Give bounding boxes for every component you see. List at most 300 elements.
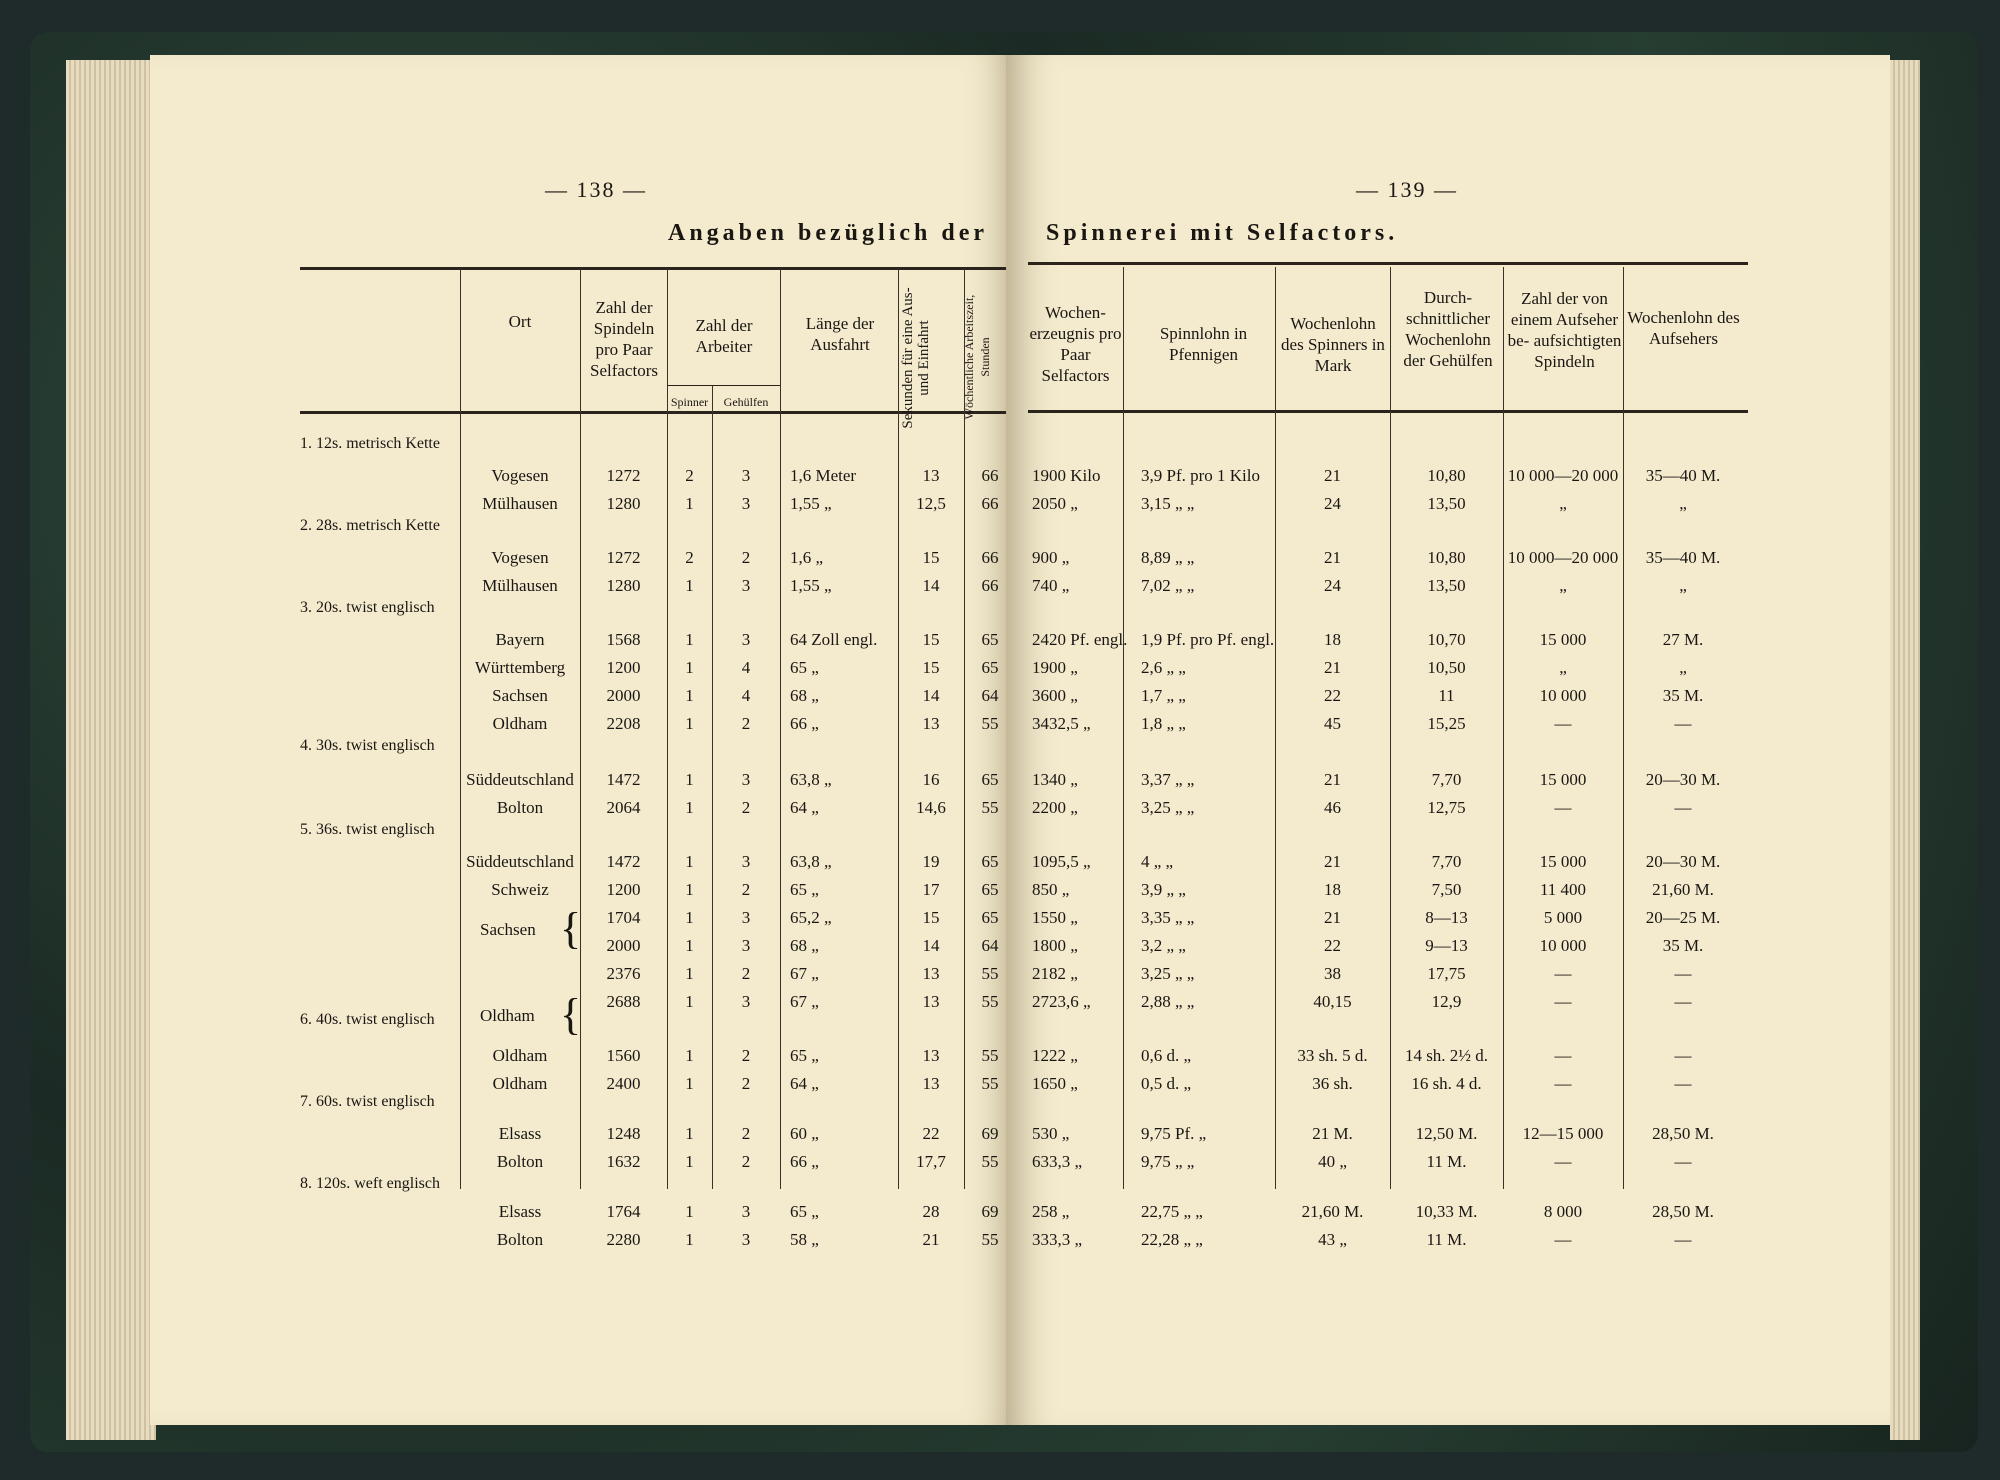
table-cell: 1	[685, 1074, 694, 1093]
table-cell: 1900 „	[1032, 658, 1078, 677]
table-cell: Mülhausen	[482, 494, 558, 513]
table-cell: 65 „	[790, 658, 819, 677]
table-cell: 12—15 000	[1522, 1124, 1604, 1143]
table-cell: Vogesen	[491, 548, 549, 567]
table-cell: 1	[685, 798, 694, 817]
table-cell: 1650 „	[1032, 1074, 1078, 1093]
table-cell: 22,28 „ „	[1141, 1230, 1203, 1249]
table-cell: 2208	[606, 714, 641, 733]
table-cell: 65	[981, 852, 999, 871]
table-cell: 1	[685, 852, 694, 871]
table-cell: 3	[741, 852, 751, 871]
col-line	[1123, 267, 1124, 1189]
table-cell: 3	[741, 1202, 751, 1221]
table-cell: —	[1554, 992, 1572, 1011]
table-cell: 1,55 „	[790, 576, 832, 595]
table-cell: 5 000	[1543, 908, 1583, 927]
table-cell: „	[1679, 658, 1687, 677]
table-cell: 11 M.	[1426, 1152, 1467, 1171]
table-cell: Elsass	[498, 1202, 542, 1221]
table-cell: 1	[685, 576, 694, 595]
table-cell: 1900 Kilo	[1032, 466, 1101, 485]
table-cell: 64 „	[790, 1074, 819, 1093]
table-cell: 2	[685, 466, 694, 485]
table-cell: 64	[981, 936, 999, 955]
header-arbeitszeit: Wöchentliche Arbeitszeit, Stunden	[962, 294, 992, 420]
table-cell: —	[1674, 964, 1692, 983]
table-cell: Bolton	[496, 1152, 544, 1171]
table-cell: 13	[922, 714, 940, 733]
table-cell: 10 000	[1539, 936, 1587, 955]
table-cell: 21	[1324, 658, 1341, 677]
table-cell: 2688	[606, 992, 641, 1011]
table-cell: 13	[922, 1046, 940, 1065]
table-cell: 8—13	[1425, 908, 1468, 927]
header-arbeiter: Zahl der Arbeiter	[695, 316, 753, 356]
page-number-right: — 139 —	[1356, 177, 1458, 202]
table-cell: 1568	[606, 630, 641, 649]
table-cell: 7,70	[1431, 770, 1462, 789]
table-cell: 2	[741, 548, 751, 567]
table-cell: 21	[1324, 852, 1341, 871]
table-cell: 2	[741, 1046, 751, 1065]
table-cell: 55	[981, 1230, 999, 1249]
table-cell: 21	[922, 1230, 940, 1249]
table-cell: 13	[922, 1074, 940, 1093]
table-cell: Oldham	[492, 1046, 548, 1065]
table-cell: 2050 „	[1032, 494, 1078, 513]
table-cell: 1	[685, 658, 694, 677]
table-cell: Sachsen	[492, 686, 548, 705]
table-cell: 66 „	[790, 714, 819, 733]
table-cell: 69	[981, 1124, 999, 1143]
table-cell: 17,75	[1427, 964, 1466, 983]
table-cell: 22	[1324, 936, 1341, 955]
table-cell: 55	[981, 992, 999, 1011]
brace: {	[560, 990, 582, 1039]
table-cell: 1,6 „	[790, 548, 824, 567]
table-cell: 2000	[606, 936, 641, 955]
table-cell: 3,37 „ „	[1141, 770, 1195, 789]
table-cell: 2	[741, 880, 751, 899]
table-cell: 3	[741, 494, 751, 513]
page-edges-left	[66, 60, 156, 1440]
table-cell: 35 M.	[1662, 686, 1704, 705]
table-cell: „	[1679, 576, 1687, 595]
section-label: 4. 30s. twist englisch	[300, 737, 435, 754]
table-cell: 17	[922, 880, 940, 899]
table-cell: Vogesen	[491, 466, 549, 485]
table-cell: 2	[741, 1124, 751, 1143]
table-cell: 1472	[606, 770, 641, 789]
table-cell: Mülhausen	[482, 576, 558, 595]
table-cell: 14	[922, 576, 940, 595]
table-cell: 55	[981, 798, 999, 817]
table-cell: 2200 „	[1032, 798, 1078, 817]
table-cell: 12,75	[1427, 798, 1466, 817]
table-cell: 40,15	[1313, 992, 1352, 1011]
table-cell: 1764	[606, 1202, 641, 1221]
table-cell: 11 400	[1539, 880, 1587, 899]
table-cell: 14	[922, 686, 940, 705]
rule-top-left	[300, 267, 1016, 270]
table-cell: 0,6 d. „	[1141, 1046, 1192, 1065]
table-cell: 11 M.	[1426, 1230, 1467, 1249]
table-cell: 740 „	[1032, 576, 1070, 595]
header-laenge: Länge der Ausfahrt	[805, 314, 875, 354]
table-cell: Bolton	[496, 1230, 544, 1249]
table-cell: Süddeutschland	[466, 852, 574, 871]
table-cell: 2	[741, 1152, 751, 1171]
table-cell: 2376	[606, 964, 641, 983]
table-cell: 40 „	[1318, 1152, 1347, 1171]
table-cell: 14,6	[916, 798, 946, 817]
table-cell: 65 „	[790, 1046, 819, 1065]
table-cell: 35 M.	[1662, 936, 1704, 955]
table-cell: —	[1674, 798, 1692, 817]
table-cell: 1222 „	[1032, 1046, 1078, 1065]
page-number-left: — 138 —	[545, 177, 647, 202]
table-cell: 21 M.	[1312, 1124, 1353, 1143]
group-label-sachsen: Sachsen	[480, 920, 536, 939]
table-cell: 15 000	[1539, 630, 1587, 649]
table-cell: 1	[685, 494, 694, 513]
table-cell: 2,6 „ „	[1141, 658, 1186, 677]
table-cell: 2000	[606, 686, 641, 705]
table-cell: 12,5	[916, 494, 946, 513]
table-cell: 1550 „	[1032, 908, 1078, 927]
table-cell: 17,7	[916, 1152, 946, 1171]
header-ort: Ort	[508, 312, 532, 331]
table-cell: 1	[685, 908, 694, 927]
table-cell: 9,75 „ „	[1141, 1152, 1195, 1171]
table-cell: 1	[685, 1046, 694, 1065]
table-cell: 21,60 M.	[1652, 880, 1714, 899]
table-cell: 3,25 „ „	[1141, 964, 1195, 983]
table-cell: 16	[922, 770, 940, 789]
table-cell: „	[1679, 494, 1687, 513]
table-cell: Bolton	[496, 798, 544, 817]
header-gehuelfen: Gehülfen	[723, 395, 769, 409]
table-cell: 3,9 Pf. pro 1 Kilo	[1141, 466, 1260, 485]
table-cell: 28	[922, 1202, 940, 1221]
table-cell: 1272	[606, 548, 641, 567]
table-cell: 22	[922, 1124, 940, 1143]
left-page	[150, 55, 1016, 1425]
table-cell: 1200	[606, 658, 641, 677]
table-cell: —	[1674, 1230, 1692, 1249]
table-cell: 64	[981, 686, 999, 705]
table-cell: 58 „	[790, 1230, 819, 1249]
table-cell: —	[1554, 1230, 1572, 1249]
table-cell: Bayern	[495, 630, 545, 649]
header-spinner: Spinner	[670, 395, 709, 409]
table-cell: 2280	[606, 1230, 641, 1249]
table-cell: 3	[741, 576, 751, 595]
table-cell: 7,02 „ „	[1141, 576, 1195, 595]
table-cell: 3	[741, 1230, 751, 1249]
table-cell: 8,89 „ „	[1141, 548, 1195, 567]
table-cell: 21,60 M.	[1301, 1202, 1364, 1221]
table-cell: 28,50 M.	[1652, 1124, 1714, 1143]
table-title-right: Spinnerei mit Selfactors.	[1046, 220, 1399, 246]
table-cell: 13	[922, 992, 940, 1011]
header-erzeugnis: Wochen- erzeugnis pro Paar Selfactors	[1029, 303, 1122, 385]
table-cell: 2723,6 „	[1032, 992, 1091, 1011]
table-cell: 1	[685, 1152, 694, 1171]
table-cell: Württemberg	[474, 658, 566, 677]
table-cell: 13,50	[1427, 494, 1466, 513]
table-cell: Elsass	[498, 1124, 542, 1143]
table-cell: 8 000	[1543, 1202, 1583, 1221]
section-label: 2. 28s. metrisch Kette	[300, 517, 440, 534]
table-cell: 10 000	[1539, 686, 1587, 705]
table-cell: —	[1554, 714, 1572, 733]
table-title-left: Angaben bezüglich der	[668, 220, 989, 246]
header-spinnlohn: Spinnlohn in Pfennigen	[1159, 324, 1248, 364]
table-cell: 21	[1324, 908, 1341, 927]
table-cell: 12,50 M.	[1415, 1124, 1478, 1143]
table-cell: 22,75 „ „	[1141, 1202, 1203, 1221]
table-cell: 12,9	[1431, 992, 1462, 1011]
table-cell: 55	[981, 964, 999, 983]
table-cell: 2064	[606, 798, 641, 817]
table-cell: 64 „	[790, 798, 819, 817]
table-cell: 65	[981, 630, 999, 649]
table-cell: Süddeutschland	[466, 770, 574, 789]
table-cell: 15,25	[1427, 714, 1466, 733]
table-cell: 15	[922, 630, 940, 649]
table-cell: 14 sh. 2½ d.	[1404, 1046, 1489, 1065]
section-label: 8. 120s. weft englisch	[300, 1175, 440, 1192]
table-cell: 633,3 „	[1032, 1152, 1083, 1171]
table-cell: Oldham	[492, 714, 548, 733]
table-cell: —	[1554, 1046, 1572, 1065]
table-cell: 60 „	[790, 1124, 819, 1143]
table-cell: 7,50	[1431, 880, 1462, 899]
table-cell: 21	[1324, 770, 1341, 789]
table-cell: 46	[1324, 798, 1341, 817]
table-cell: 1	[685, 1230, 694, 1249]
table-cell: 36 sh.	[1312, 1074, 1353, 1093]
table-cell: 3	[741, 908, 751, 927]
col-line	[780, 269, 781, 1189]
table-cell: 530 „	[1032, 1124, 1070, 1143]
table-cell: 3	[741, 936, 751, 955]
table-cell: 55	[981, 1152, 999, 1171]
table-cell: 3	[741, 770, 751, 789]
table-cell: 2	[741, 798, 751, 817]
table-cell: —	[1554, 1074, 1572, 1093]
table-cell: —	[1674, 1152, 1692, 1171]
section-label: 1. 12s. metrisch Kette	[300, 435, 440, 452]
table-cell: 4	[741, 686, 751, 705]
table-cell: 67 „	[790, 964, 819, 983]
table-cell: 3	[741, 630, 751, 649]
table-cell: 4 „ „	[1141, 852, 1174, 871]
table-cell: —	[1554, 798, 1572, 817]
table-cell: 3600 „	[1032, 686, 1078, 705]
group-label-oldham: Oldham	[480, 1006, 535, 1025]
table-cell: 10,50	[1427, 658, 1466, 677]
table-cell: —	[1554, 1152, 1572, 1171]
table-cell: 333,3 „	[1032, 1230, 1083, 1249]
table-cell: 35—40 M.	[1645, 466, 1721, 485]
table-cell: 850 „	[1032, 880, 1070, 899]
header-wochenlohn-spinner: Wochenlohn des Spinners in Mark	[1281, 314, 1385, 375]
table-cell: 3,9 „ „	[1141, 880, 1186, 899]
table-cell: 3,35 „ „	[1141, 908, 1195, 927]
table-cell: 24	[1324, 494, 1341, 513]
table-cell: 65 „	[790, 880, 819, 899]
table-cell: 66	[981, 576, 999, 595]
table-cell: 68 „	[790, 936, 819, 955]
table-cell: 1,6 Meter	[790, 466, 857, 485]
table-cell: 66	[981, 466, 999, 485]
table-cell: 1472	[606, 852, 641, 871]
table-cell: 15	[922, 908, 940, 927]
sub-rule	[667, 385, 780, 386]
table-cell: 258 „	[1032, 1202, 1070, 1221]
table-cell: 1	[685, 936, 694, 955]
page-edges-right	[1890, 60, 1920, 1440]
table-cell: 10,70	[1427, 630, 1466, 649]
table-cell: 1,7 „ „	[1141, 686, 1186, 705]
table-cell: 1,55 „	[790, 494, 832, 513]
table-cell: 2420 Pf. engl.	[1032, 630, 1128, 649]
table-cell: 900 „	[1032, 548, 1070, 567]
table-cell: 9,75 Pf. „	[1141, 1124, 1207, 1143]
table-cell: —	[1674, 992, 1692, 1011]
table-cell: 65	[981, 770, 999, 789]
table-cell: 1,8 „ „	[1141, 714, 1186, 733]
table-cell: 3,25 „ „	[1141, 798, 1195, 817]
table-cell: 15	[922, 658, 940, 677]
table-cell: 55	[981, 714, 999, 733]
table-cell: 10,80	[1427, 548, 1466, 567]
table-cell: 1095,5 „	[1032, 852, 1091, 871]
table-cell: 15 000	[1539, 770, 1587, 789]
table-cell: 65 „	[790, 1202, 819, 1221]
table-cell: 13	[922, 964, 940, 983]
table-cell: 1	[685, 1202, 694, 1221]
table-cell: 10,33 M.	[1415, 1202, 1478, 1221]
table-cell: 22	[1324, 686, 1341, 705]
table-cell: —	[1674, 1074, 1692, 1093]
table-cell: 38	[1324, 964, 1341, 983]
table-cell: 13	[922, 466, 940, 485]
table-cell: 2182 „	[1032, 964, 1078, 983]
right-page	[1006, 55, 1890, 1425]
table-cell: 27 M.	[1662, 630, 1704, 649]
table-cell: 1280	[606, 494, 641, 513]
table-cell: 1340 „	[1032, 770, 1078, 789]
header-wochenlohn-gehuelfen: Durch- schnittlicher Wochenlohn der Gehülfen	[1403, 288, 1493, 370]
table-cell: 14	[922, 936, 940, 955]
section-label: 7. 60s. twist englisch	[300, 1093, 435, 1110]
table-cell: 2	[741, 1074, 751, 1093]
table-cell: 1	[685, 714, 694, 733]
table-cell: 3	[741, 466, 751, 485]
table-cell: 2	[685, 548, 694, 567]
table-cell: 65,2 „	[790, 908, 832, 927]
table-cell: „	[1559, 658, 1567, 677]
table-cell: 64 Zoll engl.	[790, 630, 878, 649]
table-cell: 16 sh. 4 d.	[1411, 1074, 1482, 1093]
table-cell: 20—30 M.	[1645, 770, 1721, 789]
table-cell: 11	[1438, 686, 1455, 705]
table-cell: 65	[981, 908, 999, 927]
rule-top-right	[1028, 262, 1748, 265]
table-cell: 66	[981, 494, 999, 513]
table-cell: 21	[1324, 466, 1341, 485]
table-cell: 2,88 „ „	[1141, 992, 1195, 1011]
table-cell: 33 sh. 5 d.	[1297, 1046, 1368, 1065]
table-cell: 69	[981, 1202, 999, 1221]
section-label: 5. 36s. twist englisch	[300, 821, 435, 838]
table-cell: 4	[741, 658, 751, 677]
table-cell: 1560	[606, 1046, 641, 1065]
table-cell: 3432,5 „	[1032, 714, 1091, 733]
header-spindeln: Zahl der Spindeln pro Paar Selfactors	[590, 298, 658, 380]
table-cell: 0,5 d. „	[1141, 1074, 1192, 1093]
table-cell: 2400	[606, 1074, 641, 1093]
table-cell: 21	[1324, 548, 1341, 567]
table-cell: „	[1559, 576, 1567, 595]
table-cell: 1280	[606, 576, 641, 595]
header-aufseher-spindeln: Zahl der von einem Aufseher be- aufsichtigten Spindeln	[1507, 289, 1622, 371]
table-cell: 1	[685, 686, 694, 705]
table-cell: 10 000—20 000	[1507, 466, 1619, 485]
table-cell: 1	[685, 992, 694, 1011]
table-cell: 3	[741, 992, 751, 1011]
table-cell: 45	[1324, 714, 1341, 733]
table-cell: 28,50 M.	[1652, 1202, 1714, 1221]
header-sekunden: Sekunden für eine Aus- und Einfahrt	[900, 287, 932, 429]
section-label: 3. 20s. twist englisch	[300, 599, 435, 616]
table-cell: 65	[981, 880, 999, 899]
table-cell: 15 000	[1539, 852, 1587, 871]
table-cell: 10,80	[1427, 466, 1466, 485]
table-cell: —	[1674, 1046, 1692, 1065]
table-cell: Schweiz	[491, 880, 549, 899]
header-wochenlohn-aufseher: Wochenlohn des Aufsehers	[1627, 308, 1740, 348]
table-cell: 1	[685, 770, 694, 789]
table-cell: 10 000—20 000	[1507, 548, 1619, 567]
table-cell: 68 „	[790, 686, 819, 705]
table-cell: 18	[1324, 630, 1341, 649]
table-cell: 55	[981, 1046, 999, 1065]
table-cell: 15	[922, 548, 940, 567]
table-cell: 20—30 M.	[1645, 852, 1721, 871]
table-cell: 24	[1324, 576, 1341, 595]
table-cell: 1800 „	[1032, 936, 1078, 955]
table-cell: 35—40 M.	[1645, 548, 1721, 567]
table-cell: 66 „	[790, 1152, 819, 1171]
table-cell: 19	[922, 852, 940, 871]
table-cell: „	[1559, 494, 1567, 513]
table-cell: 67 „	[790, 992, 819, 1011]
rule-header-right	[1028, 410, 1748, 413]
table-cell: 2	[741, 964, 751, 983]
table-cell: 63,8 „	[790, 852, 832, 871]
table-cell: 66	[981, 548, 999, 567]
table-cell: 1272	[606, 466, 641, 485]
table-cell: 1	[685, 630, 694, 649]
table-cell: 1200	[606, 880, 641, 899]
table-cell: 9—13	[1425, 936, 1468, 955]
table-cell: 3,15 „ „	[1141, 494, 1195, 513]
